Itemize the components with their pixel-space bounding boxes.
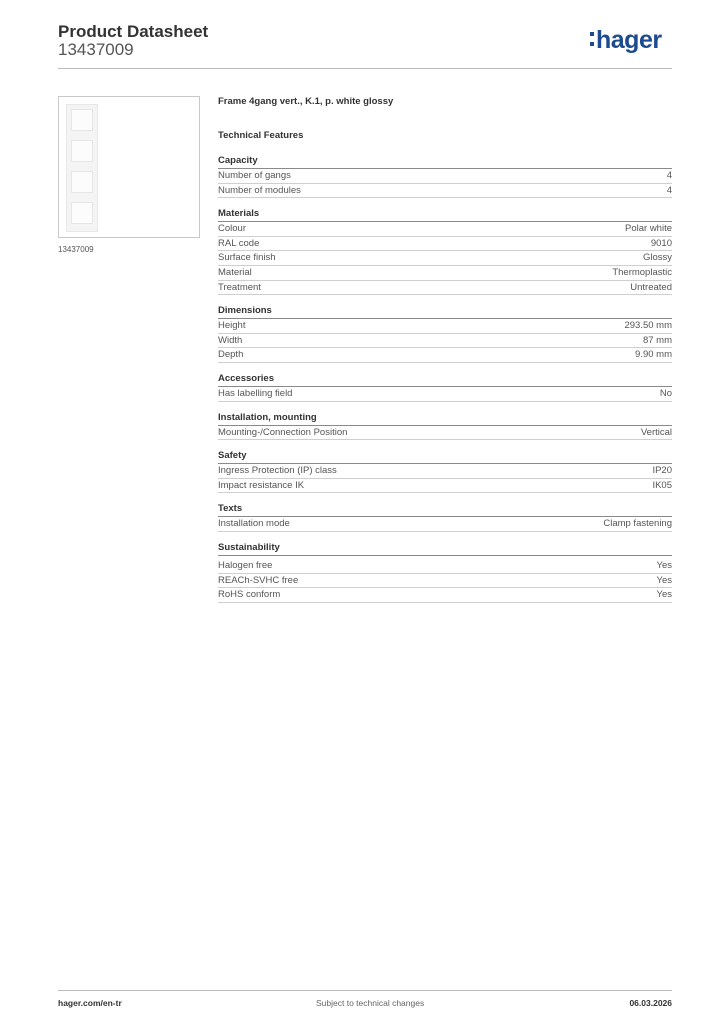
section-title: Capacity: [218, 155, 672, 169]
section-title: Accessories: [218, 373, 672, 387]
spec-label: Treatment: [218, 281, 261, 293]
spec-label: Number of modules: [218, 184, 301, 196]
spec-value: 87 mm: [642, 334, 672, 346]
section-title: Safety: [218, 450, 672, 464]
spec-row: [218, 169, 672, 184]
spec-row: [218, 387, 672, 402]
section-capacity: [218, 155, 672, 198]
spec-label: REACh-SVHC free: [218, 574, 299, 586]
section-title: Texts: [218, 503, 672, 517]
spec-value: 293.50 mm: [624, 320, 672, 332]
spec-label: Surface finish: [218, 252, 276, 264]
spec-row: [218, 426, 672, 441]
spec-row: [218, 334, 672, 349]
spec-value: 4: [666, 170, 672, 181]
spec-label: Installation mode: [218, 518, 290, 530]
section-title: Dimensions: [218, 305, 672, 319]
spec-value: Polar white: [625, 223, 672, 235]
spec-row: [218, 588, 672, 603]
technical-features-title: Technical Features: [218, 130, 304, 141]
logo-dots-icon: [590, 32, 594, 52]
spec-label: Mounting-/Connection Position: [218, 426, 348, 438]
spec-label: Material: [218, 266, 252, 278]
spec-label: Halogen free: [218, 559, 273, 571]
spec-row: [218, 237, 672, 252]
footer-notice: Subject to technical changes: [316, 998, 425, 1008]
technical-content: [218, 96, 672, 613]
spec-row: [218, 184, 672, 199]
section-title: Sustainability: [218, 542, 672, 556]
feature-sections: [218, 155, 672, 603]
header-divider: [58, 68, 672, 69]
spec-label: RoHS conform: [218, 589, 281, 601]
spec-label: Number of gangs: [218, 170, 291, 181]
spec-label: Ingress Protection (IP) class: [218, 465, 337, 477]
section-title: Installation, mounting: [218, 412, 672, 426]
spec-label: Width: [218, 334, 243, 346]
section-installation-mounting: [218, 412, 672, 441]
spec-value: 9010: [650, 237, 672, 249]
spec-label: Has labelling field: [218, 387, 293, 399]
spec-row: [218, 464, 672, 479]
section-safety: [218, 450, 672, 493]
image-caption: 13437009: [58, 245, 94, 254]
section-sustainability: [218, 542, 672, 603]
hager-logo: [590, 24, 672, 58]
footer-website[interactable]: hager.com/en-tr: [58, 998, 122, 1008]
frame-4gang-picture: [66, 104, 98, 232]
spec-value: IK05: [652, 479, 672, 491]
spec-label: Impact resistance IK: [218, 479, 305, 491]
section-title: Materials: [218, 208, 672, 222]
spec-row: [218, 251, 672, 266]
spec-row: [218, 559, 672, 574]
footer-divider: [58, 990, 672, 991]
spec-row: [218, 574, 672, 589]
spec-value: Clamp fastening: [603, 518, 672, 530]
spec-row: [218, 348, 672, 363]
spec-value: 9.90 mm: [635, 349, 672, 361]
article-number: 13437009: [58, 40, 134, 59]
spec-row: [218, 319, 672, 334]
logo-wordmark: hager: [596, 26, 662, 54]
section-texts: [218, 503, 672, 532]
footer-date: 06.03.2026: [629, 998, 672, 1008]
product-name: Frame 4gang vert., K.1, p. white glossy: [218, 96, 394, 107]
spec-label: Depth: [218, 349, 244, 361]
spec-row: [218, 266, 672, 281]
spec-row: [218, 517, 672, 532]
spec-row: [218, 222, 672, 237]
spec-value: Glossy: [642, 252, 672, 264]
spec-value: Vertical: [640, 426, 672, 438]
spec-value: No: [659, 387, 672, 399]
section-materials: [218, 208, 672, 295]
spec-label: Height: [218, 320, 246, 332]
spec-row: [218, 281, 672, 296]
spec-value: Untreated: [630, 281, 672, 293]
product-image: [58, 96, 200, 238]
spec-label: Colour: [218, 223, 246, 235]
document-title: Product Datasheet: [58, 22, 209, 41]
spec-label: RAL code: [218, 237, 260, 249]
spec-value: Thermoplastic: [612, 266, 672, 278]
section-accessories: [218, 373, 672, 402]
spec-value: 4: [666, 184, 672, 196]
spec-value: Yes: [656, 589, 672, 601]
spec-row: [218, 479, 672, 494]
spec-value: Yes: [656, 574, 672, 586]
section-dimensions: [218, 305, 672, 363]
spec-value: IP20: [652, 465, 672, 477]
spec-value: Yes: [656, 559, 672, 571]
